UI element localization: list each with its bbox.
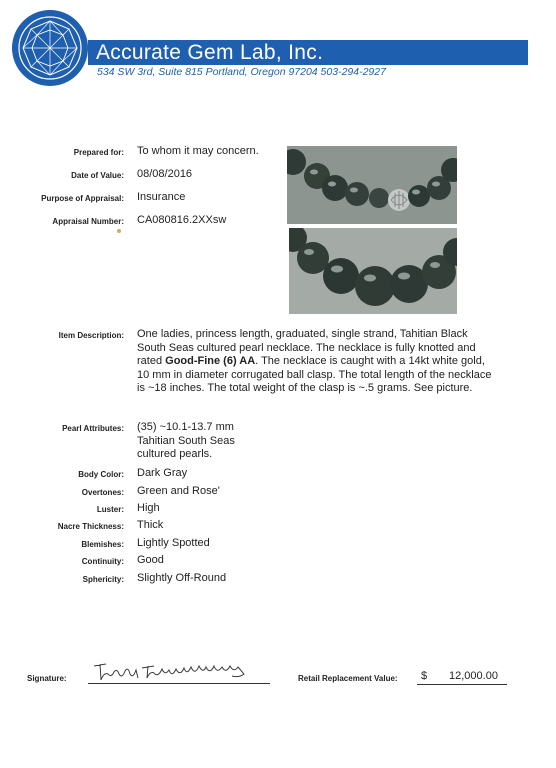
sphericity-label: Sphericity: [82,575,124,584]
nacre-thickness-value: Thick [137,519,164,531]
pearl-attributes-line: Tahitian South Seas [137,434,235,447]
ink-mark [117,229,121,233]
pearl-attributes-line: (35) ~10.1-13.7 mm [137,421,234,433]
body-color-value: Dark Gray [137,467,188,479]
item-description-label: Item Description: [58,331,124,340]
purpose-label: Purpose of Appraisal: [41,194,124,203]
nacre-thickness-label: Nacre Thickness: [57,522,124,531]
blemishes-value: Lightly Spotted [137,537,210,549]
date-of-value-label: Date of Value: [71,171,124,180]
date-of-value: 08/08/2016 [137,168,193,180]
retail-value-amount: 12,000.00 [449,670,498,682]
signature-label: Signature: [27,674,67,683]
signature-line [88,683,270,684]
luster-value: High [137,502,160,514]
purpose-value: Insurance [137,191,186,203]
overtones-label: Overtones: [81,488,124,497]
currency-symbol: $ [421,670,428,682]
company-address: 534 SW 3rd, Suite 815 Portland, Oregon 97204 503-294-2927 [97,66,386,78]
appraisal-number-label: Appraisal Number: [52,217,124,226]
blemishes-label: Blemishes: [81,540,124,549]
appraisal-number: CA080816.2XXsw [137,214,227,226]
pearl-photo-clasp [287,146,457,224]
pearl-attributes-line: cultured pearls. [137,448,213,461]
body-color-label: Body Color: [78,470,124,479]
prepared-for-label: Prepared for: [73,148,124,157]
item-description [137,328,497,396]
item-description-text-cont: . The necklace is caught with a 14kt white gold, 10 mm in diameter corrugated ball clasp. The total length of the necklace is ~18 inches. The total weight of the clasp is ~.5 grams. See picture. [137,355,492,395]
pearl-attributes-label: Pearl Attributes: [62,424,124,433]
prepared-for-value: To whom it may concern. [137,145,259,157]
pearl-photo-strand [289,228,457,314]
continuity-label: Continuity: [81,557,124,566]
handwritten-signature [92,654,262,684]
gem-logo-icon [10,8,90,88]
item-grade: Good-Fine (6) AA [165,355,256,368]
overtones-value: Green and Rose' [137,485,220,497]
item-description-text: One ladies, princess length, graduated, single strand, Tahitian Black South Seas cultured pearl necklace. The necklace is fully knotted and rated [137,328,476,368]
value-line [417,684,507,685]
sphericity-value: Slightly Off-Round [137,572,227,584]
pearl-attributes-value [137,421,337,462]
luster-label: Luster: [96,505,124,514]
retail-value-label: Retail Replacement Value: [298,674,398,683]
continuity-value: Good [137,554,164,566]
company-name: Accurate Gem Lab, Inc. [96,41,324,64]
